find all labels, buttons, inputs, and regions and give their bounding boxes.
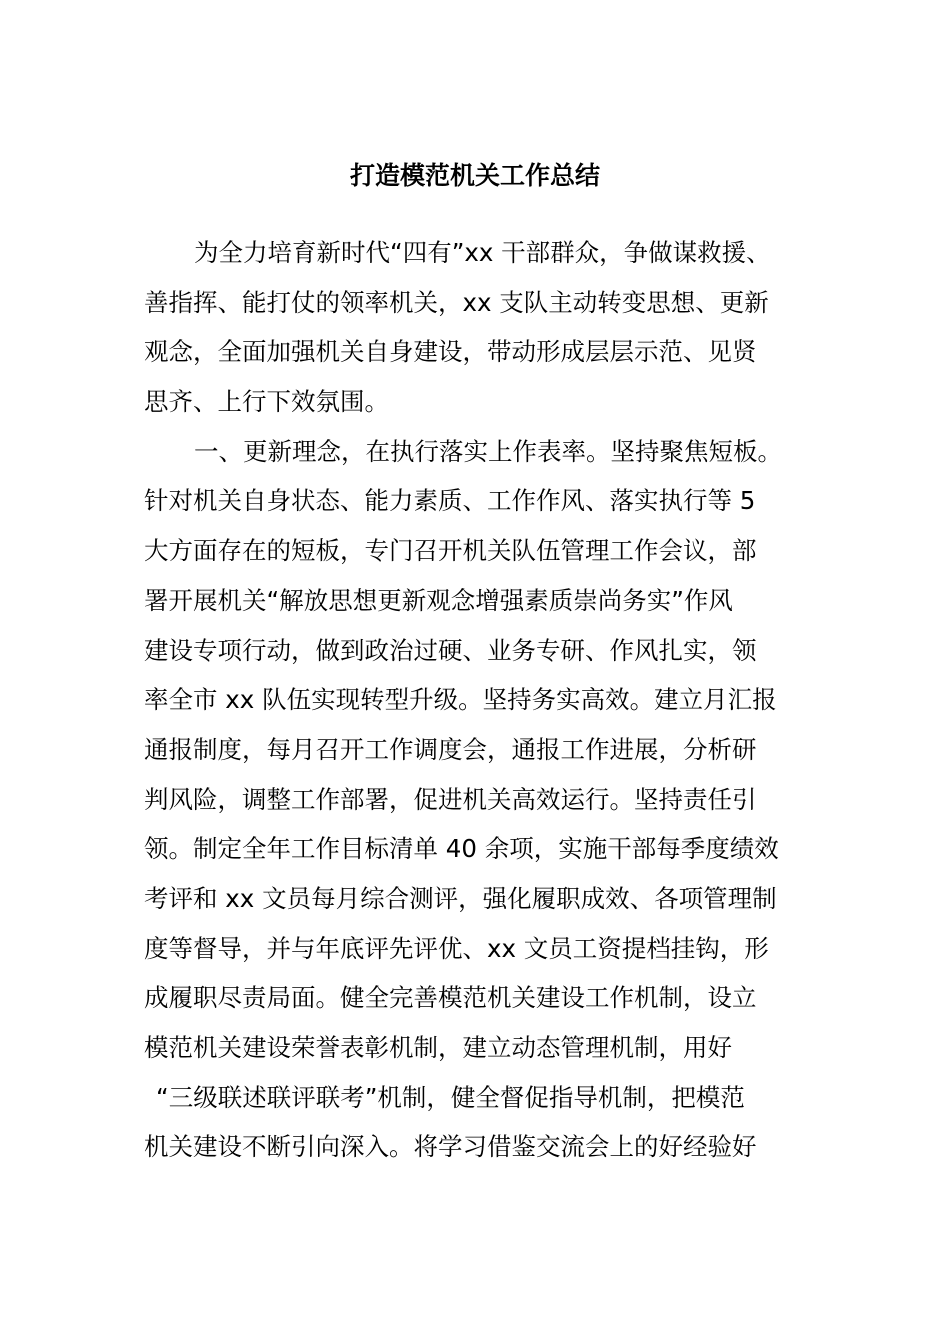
paragraph-2-line-8: 判风险，调整工作部署，促进机关高效运行。坚持责任引 — [144, 784, 757, 814]
paragraph-1-line-3: 观念，全面加强机关自身建设，带动形成层层示范、见贤 — [144, 337, 757, 367]
paragraph-2-line-4: 署开展机关“解放思想更新观念增强素质崇尚务实”作风 — [144, 585, 733, 615]
paragraph-2-line-7: 通报制度，每月召开工作调度会，通报工作进展，分析研 — [144, 734, 757, 764]
paragraph-2-line-3: 大方面存在的短板，专门召开机关队伍管理工作会议，部 — [144, 536, 757, 566]
paragraph-1-line-2: 善指挥、能打仗的领率机关，xx 支队主动转变思想、更新 — [144, 287, 769, 317]
paragraph-2-line-15: 机关建设不断引向深入。将学习借鉴交流会上的好经验好 — [144, 1132, 757, 1162]
paragraph-2-line-11: 度等督导，并与年底评先评优、xx 文员工资提档挂钩，形 — [144, 933, 769, 963]
paragraph-2-line-12: 成履职尽责局面。健全完善模范机关建设工作机制，设立 — [144, 983, 757, 1013]
paragraph-2-line-9: 领。制定全年工作目标清单 40 余项，实施干部每季度绩效 — [144, 834, 779, 864]
paragraph-2-line-6: 率全市 xx 队伍实现转型升级。坚持务实高效。建立月汇报 — [144, 685, 777, 715]
paragraph-2-line-13: 模范机关建设荣誉表彰机制，建立动态管理机制，用好 — [144, 1033, 732, 1062]
document-body — [144, 228, 814, 1172]
paragraph-2-line-2: 针对机关自身状态、能力素质、工作作风、落实执行等 5 — [144, 486, 756, 516]
paragraph-1-line-1: 为全力培育新时代“四有”xx 干部群众，争做谋救援、 — [194, 238, 771, 267]
document-title: 打造模范机关工作总结 — [349, 161, 600, 190]
paragraph-1-line-4: 思齐、上行下效氛围。 — [144, 387, 389, 417]
paragraph-2-line-14: “三级联述联评联考”机制，健全督促指导机制，把模范 — [156, 1082, 745, 1112]
paragraph-2-line-5: 建设专项行动，做到政治过硬、业务专研、作风扎实，领 — [144, 635, 757, 665]
paragraph-2-line-10: 考评和 xx 文员每月综合测评，强化履职成效、各项管理制 — [144, 883, 777, 913]
paragraph-2-line-1: 一、更新理念，在执行落实上作表率。坚持聚焦短板。 — [194, 436, 782, 466]
